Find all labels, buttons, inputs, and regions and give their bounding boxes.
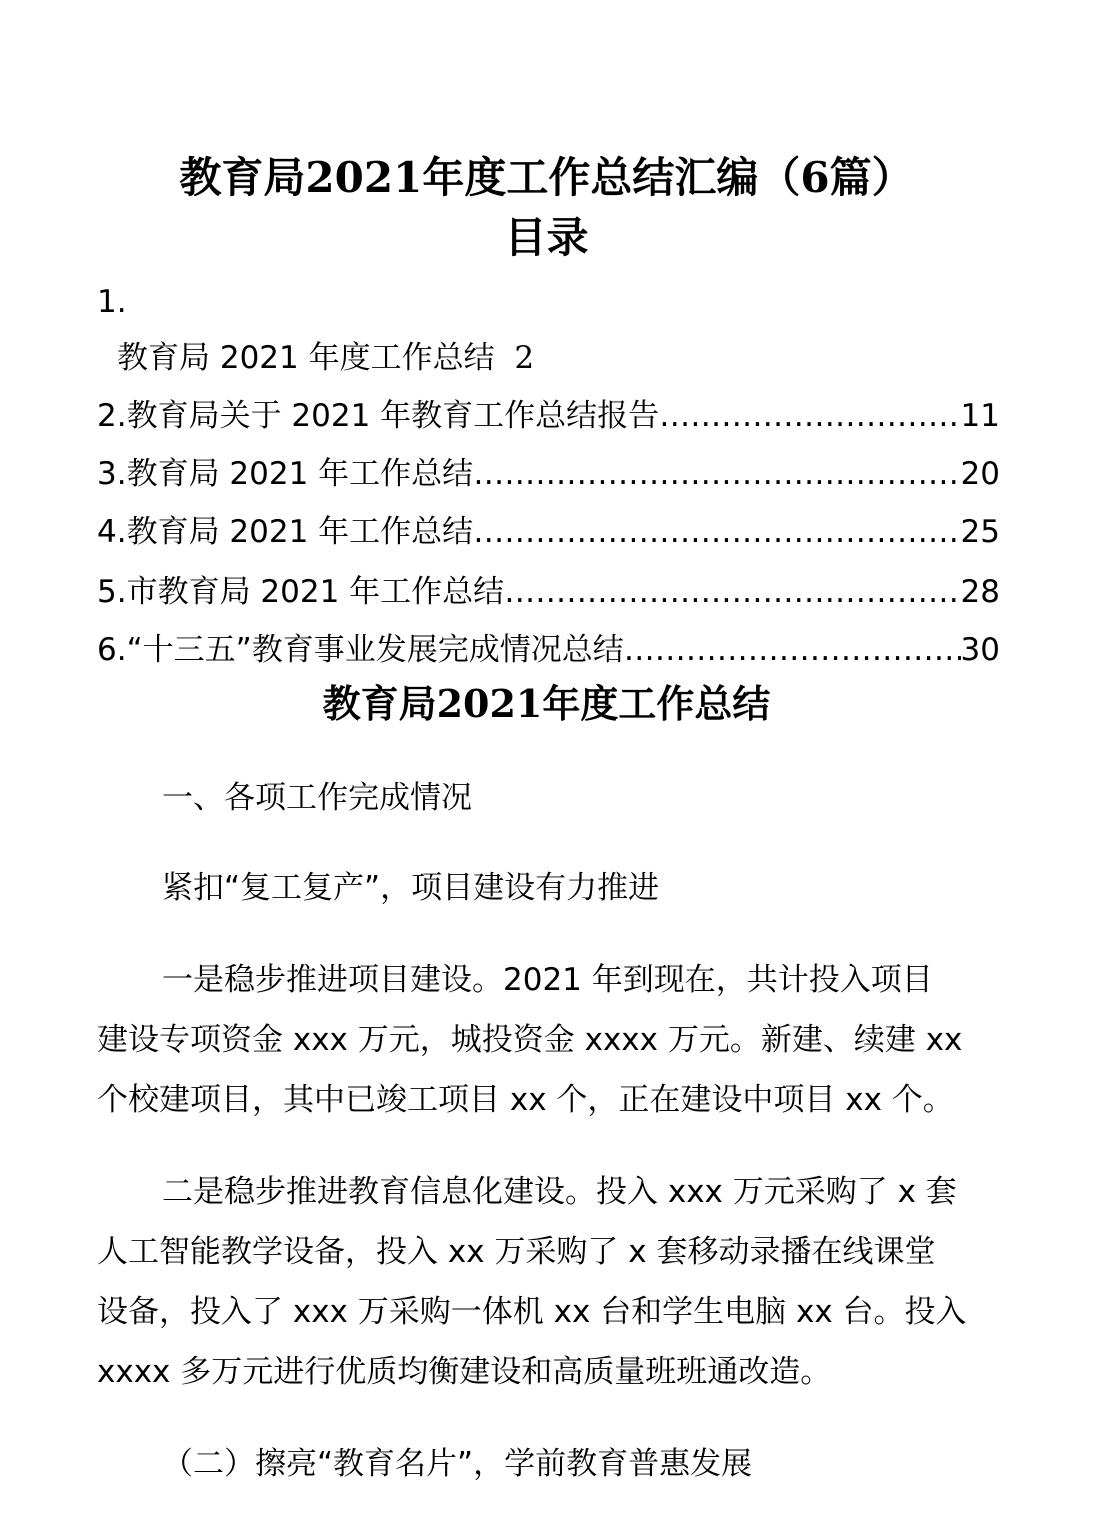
paragraph-1-line: 一是稳步推进项目建设。2021 年到现在，共计投入项目 — [162, 962, 933, 998]
section-title-year: 2021 — [436, 681, 543, 726]
heading-3: （二）擦亮“教育名片”，学前教育普惠发展 — [162, 1446, 753, 1482]
title-year: 2021 — [305, 153, 423, 202]
paragraph-1-line: 个校建项目，其中已竣工项目 xx 个，正在建设中项目 xx 个。 — [97, 1082, 954, 1118]
toc-item-label: 5.市教育局 2021 年工作总结 — [97, 574, 505, 610]
toc-item-3[interactable] — [97, 454, 1000, 494]
section-title-suffix: 年度工作总结 — [542, 682, 771, 726]
toc-item-1-label: 教育局 2021 年度工作总结 — [117, 340, 495, 376]
toc-item-label: 2.教育局关于 2021 年教育工作总结报告 — [97, 398, 660, 434]
toc-leader-dots — [473, 512, 960, 552]
title-count: 6 — [800, 153, 830, 202]
toc-item-page: 28 — [960, 574, 1000, 610]
toc-item-label: 6.“十三五”教育事业发展完成情况总结 — [97, 632, 624, 668]
toc-item-4[interactable] — [97, 512, 1000, 552]
paragraph-1-line: 建设专项资金 xxx 万元，城投资金 xxxx 万元。新建、续建 xx — [97, 1022, 963, 1058]
toc-leader-dots — [659, 396, 960, 436]
heading-2: 紧扣“复工复产”，项目建设有力推进 — [162, 870, 660, 906]
document-title — [0, 152, 1093, 204]
toc-item-page: 20 — [960, 456, 1000, 492]
section-title-prefix: 教育局 — [322, 682, 437, 726]
title-mid: 年度工作总结汇编（ — [422, 153, 801, 202]
title-prefix: 教育局 — [179, 153, 306, 202]
toc-item-1-page: 2 — [514, 340, 535, 376]
toc-item-1[interactable] — [117, 338, 534, 378]
paragraph-2-line: 二是稳步推进教育信息化建设。投入 xxx 万元采购了 x 套 — [162, 1174, 957, 1210]
paragraph-2-line: 人工智能教学设备，投入 xx 万采购了 x 套移动录播在线课堂 — [97, 1234, 936, 1270]
paragraph-2-line: 设备，投入了 xxx 万采购一体机 xx 台和学生电脑 xx 台。投入 — [97, 1294, 967, 1330]
toc-heading: 目录 — [504, 213, 589, 262]
toc-item-6[interactable] — [97, 630, 1000, 670]
toc-item-page: 30 — [960, 632, 1000, 668]
title-suffix: 篇） — [829, 153, 914, 202]
toc-item-2[interactable] — [97, 396, 1000, 436]
toc-item-page: 11 — [960, 398, 1000, 434]
toc-item-label: 4.教育局 2021 年工作总结 — [97, 514, 474, 550]
paragraph-2-line: xxxx 多万元进行优质均衡建设和高质量班班通改造。 — [97, 1354, 832, 1390]
toc-leader-dots — [504, 572, 960, 612]
toc-item-1-number: 1. — [97, 284, 127, 320]
toc-leader-dots — [473, 454, 960, 494]
heading-1: 一、各项工作完成情况 — [162, 780, 472, 816]
toc-leader-dots — [624, 630, 961, 670]
toc-item-page: 25 — [960, 514, 1000, 550]
toc-item-label: 3.教育局 2021 年工作总结 — [97, 456, 474, 492]
section-title — [0, 680, 1093, 728]
toc-item-5[interactable] — [97, 572, 1000, 612]
